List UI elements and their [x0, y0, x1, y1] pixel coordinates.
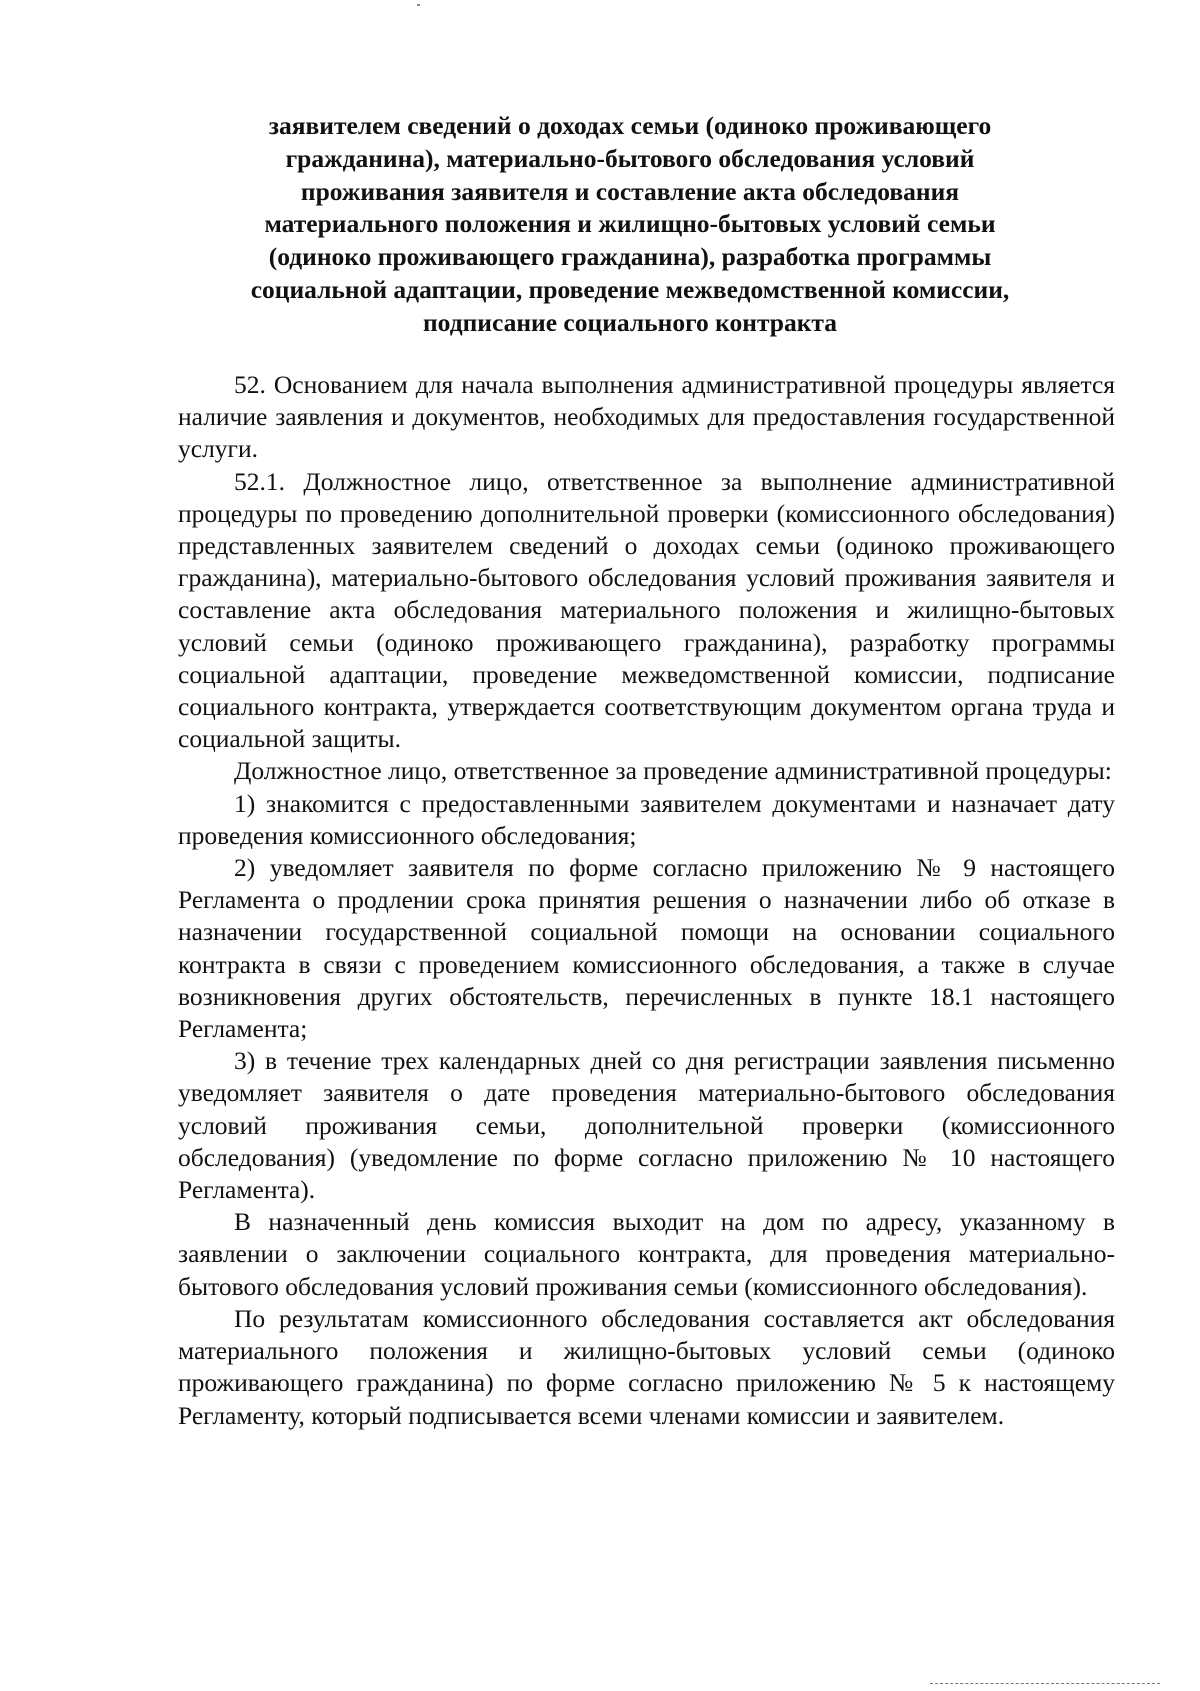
heading-line: (одиноко проживающего гражданина), разработка программы — [268, 242, 992, 272]
paragraph-commission-visit: В назначенный день комиссия выходит на дом по адресу, указанному в заявлении о заключении социального контракта, для проведения материально-бытового обследования условий проживания семьи (комиссионного обследования). — [178, 1207, 1115, 1301]
heading-line: материального положения и жилищно-бытовых условий семьи — [264, 209, 996, 239]
list-item-1: 1) знакомится с предоставленными заявителем документами и назначает дату проведения комиссионного обследования; — [178, 788, 1115, 850]
section-heading — [200, 110, 1060, 340]
paragraph-52: 52. Основанием для начала выполнения административной процедуры является наличие заявления и документов, необходимых для предоставления государственной услуги. — [178, 370, 1115, 464]
heading-line: подписание социального контракта — [422, 307, 838, 337]
heading-line: гражданина), материально-бытового обследования условий — [285, 143, 975, 173]
paragraph-inspection-act: По результатам комиссионного обследования составляется акт обследования материального положения и жилищно-бытовых условий семьи (одиноко проживающего гражданина) по форме согласно приложению № 5 к настоящему Регламенту, который подписывается всеми членами комиссии и заявителем. — [178, 1303, 1115, 1430]
list-item-3: 3) в течение трех календарных дней со дня регистрации заявления письменно уведомляет заявителя о дате проведения материально-бытового обследования условий проживания семьи, дополнительной проверки (комиссионного обследования) (уведомление по форме согласно приложению № 10 настоящего Регламента). — [178, 1046, 1115, 1205]
heading-line: проживания заявителя и составление акта обследования — [300, 176, 960, 206]
heading-line: социальной адаптации, проведение межведомственной комиссии, — [250, 274, 1010, 304]
footer-rule — [930, 1683, 1160, 1685]
scan-mark — [417, 4, 420, 6]
paragraph-52-1: 52.1. Должностное лицо, ответственное за выполнение административной процедуры по проведению дополнительной проверки (комиссионного обследования) представленных заявителем сведений о доходах семьи (одиноко проживающего гражданина), материально-бытового обследования условий проживания заявителя и составление акта обследования материального положения и жилищно-бытовых условий семьи (одиноко проживающего гражданина), разработку программы социальной адаптации, проведение межведомственной комиссии, подписание социального контракта, утверждается соответствующим документом органа труда и социальной защиты. — [178, 466, 1115, 754]
heading-line: заявителем сведений о доходах семьи (одиноко проживающего — [268, 111, 992, 140]
paragraph-official-duties: Должностное лицо, ответственное за проведение административной процедуры: — [234, 756, 1112, 786]
list-item-2: 2) уведомляет заявителя по форме согласно приложению № 9 настоящего Регламента о продлении срока принятия решения о назначении либо об отказе в назначении государственной социальной помощи на основании социального контракта в связи с проведением комиссионного обследования, а также в случае возникновения других обстоятельств, перечисленных в пункте 18.1 настоящего Регламента; — [178, 853, 1115, 1044]
document-body — [178, 369, 1115, 1432]
